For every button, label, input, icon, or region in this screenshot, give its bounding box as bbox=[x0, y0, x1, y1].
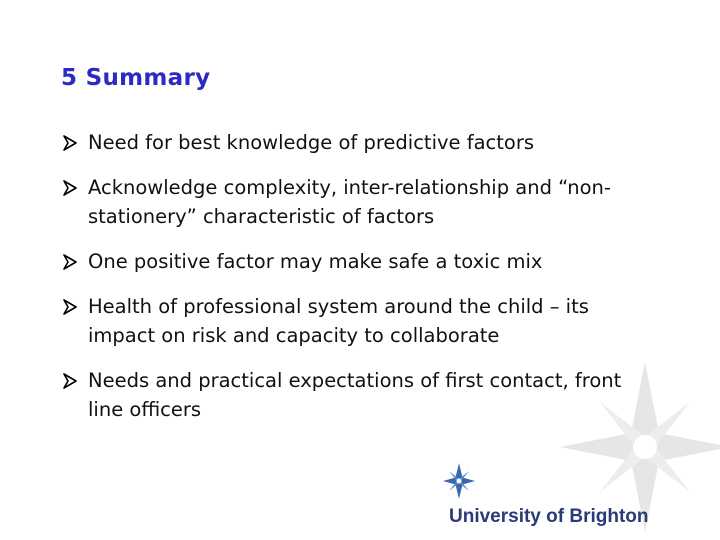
bullet-text: Need for best knowledge of predictive factors bbox=[88, 131, 535, 154]
bullet-text: Health of professional system around the child – its impact on risk and capacity to collaborate bbox=[88, 295, 589, 347]
arrowhead-bullet-icon bbox=[62, 254, 78, 270]
bullet-item bbox=[62, 173, 662, 231]
university-logo bbox=[441, 462, 711, 532]
star-icon bbox=[441, 462, 477, 500]
bullet-text: Acknowledge complexity, inter-relationship and “non-stationery” characteristic of factors bbox=[88, 176, 611, 228]
bullet-item bbox=[62, 292, 662, 350]
arrowhead-bullet-icon bbox=[62, 135, 78, 151]
bullet-item bbox=[62, 247, 662, 276]
arrowhead-bullet-icon bbox=[62, 373, 78, 389]
arrowhead-bullet-icon bbox=[62, 299, 78, 315]
bullet-item bbox=[62, 128, 662, 157]
slide-title: 5 Summary bbox=[61, 65, 211, 91]
bullet-list bbox=[62, 128, 662, 440]
logo-text: University of Brighton bbox=[449, 506, 649, 527]
arrowhead-bullet-icon bbox=[62, 180, 78, 196]
bullet-text: Needs and practical expectations of first contact, front line officers bbox=[88, 369, 622, 421]
bullet-item bbox=[62, 366, 662, 424]
bullet-text: One positive factor may make safe a toxic mix bbox=[88, 250, 543, 273]
